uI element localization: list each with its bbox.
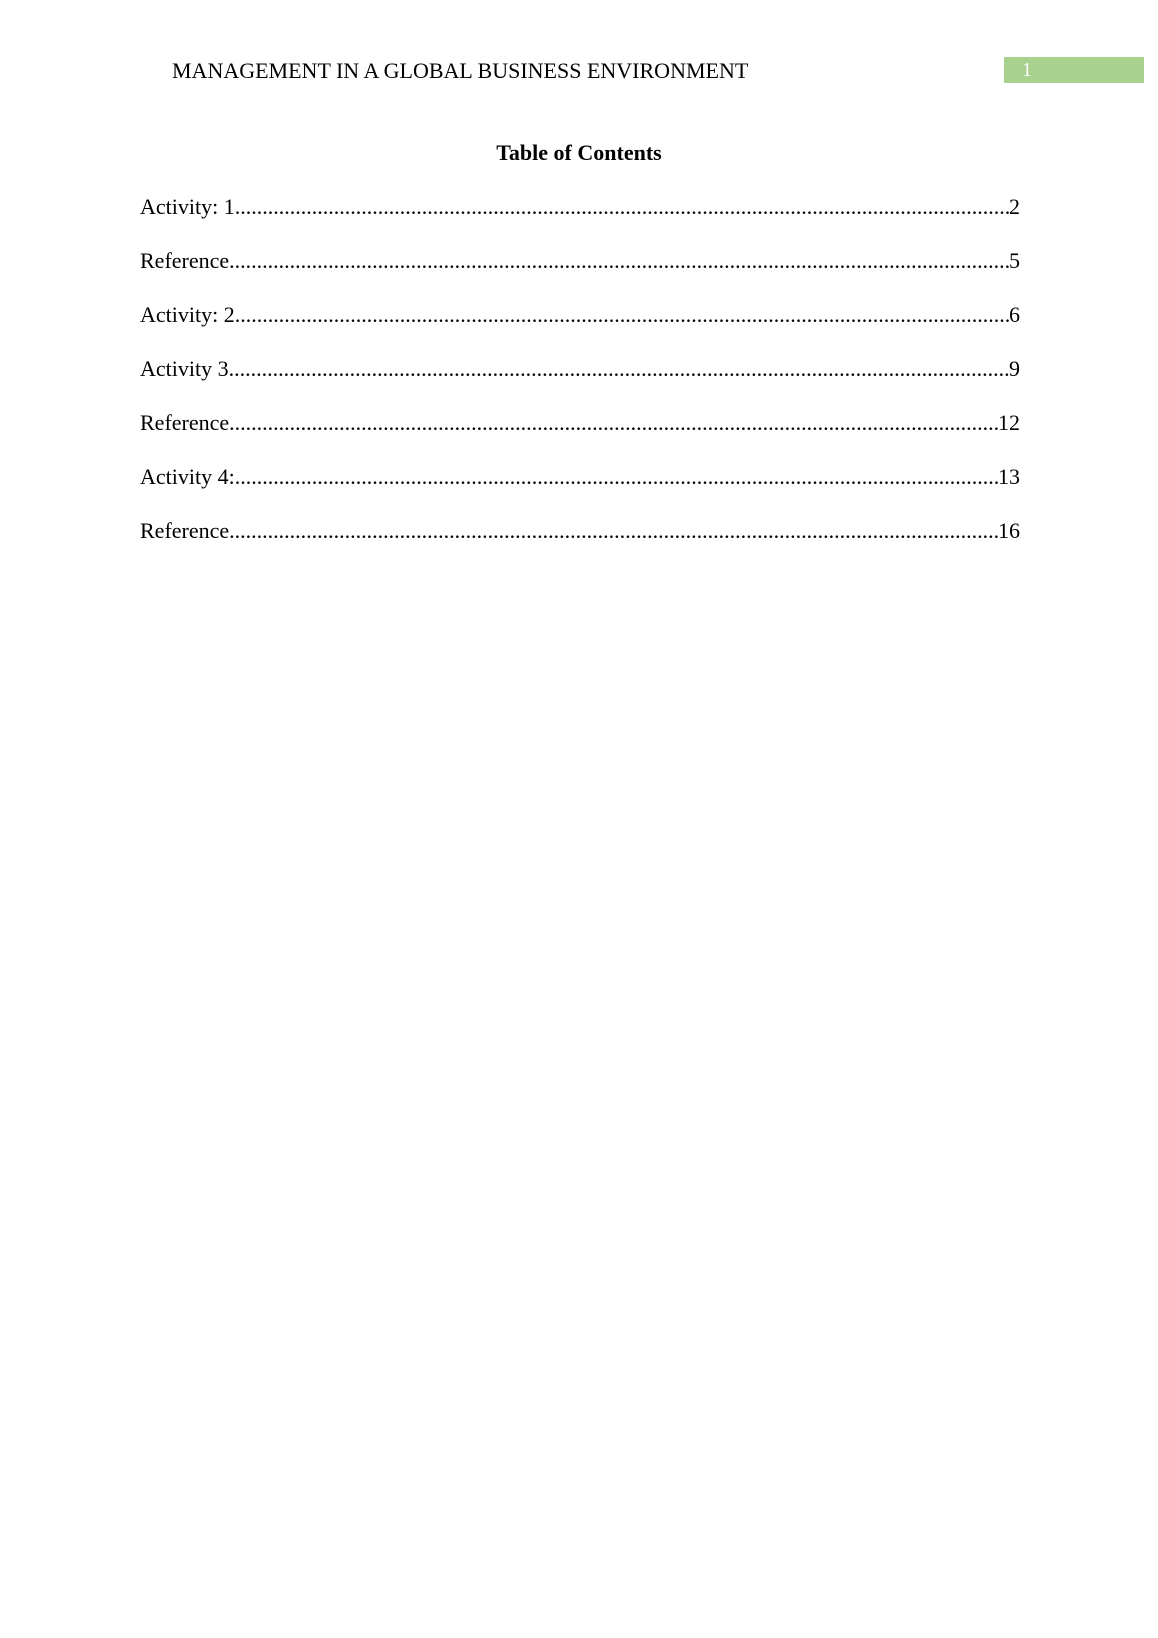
table-of-contents [140, 193, 1020, 571]
toc-entry-label: Activity 4: [140, 464, 235, 489]
toc-dot-leader [229, 409, 998, 437]
toc-entry-label: Activity 3 [140, 356, 229, 381]
toc-entry-label: Reference [140, 410, 230, 435]
toc-entry-activity-1[interactable] [140, 193, 1020, 247]
toc-entry-page: 9 [1009, 356, 1020, 381]
toc-dot-leader [235, 463, 998, 491]
toc-entry-label: Activity: 2 [140, 302, 235, 327]
toc-dot-leader [229, 355, 1009, 383]
toc-entry-page: 16 [998, 518, 1020, 543]
toc-entry-label: Reference [140, 518, 230, 543]
toc-entry-reference-1[interactable] [140, 247, 1020, 301]
toc-entry-page: 12 [998, 410, 1020, 435]
toc-entry-activity-2[interactable] [140, 301, 1020, 355]
toc-entry-activity-4[interactable] [140, 463, 1020, 517]
page-number-box [1004, 57, 1144, 83]
toc-dot-leader [235, 193, 1009, 221]
toc-heading: Table of Contents [496, 140, 662, 165]
toc-entry-activity-3[interactable] [140, 355, 1020, 409]
toc-dot-leader [229, 247, 1009, 275]
toc-entry-reference-3[interactable] [140, 517, 1020, 571]
toc-entry-page: 2 [1009, 194, 1020, 219]
toc-dot-leader [229, 517, 998, 545]
toc-entry-page: 13 [998, 464, 1020, 489]
page-number: 1 [1022, 59, 1032, 81]
toc-entry-page: 5 [1009, 248, 1020, 273]
toc-entry-page: 6 [1009, 302, 1020, 327]
toc-dot-leader [235, 301, 1009, 329]
toc-entry-reference-2[interactable] [140, 409, 1020, 463]
running-header-title: MANAGEMENT IN A GLOBAL BUSINESS ENVIRONMENT [172, 58, 749, 83]
toc-entry-label: Activity: 1 [140, 194, 235, 219]
toc-entry-label: Reference [140, 248, 230, 273]
